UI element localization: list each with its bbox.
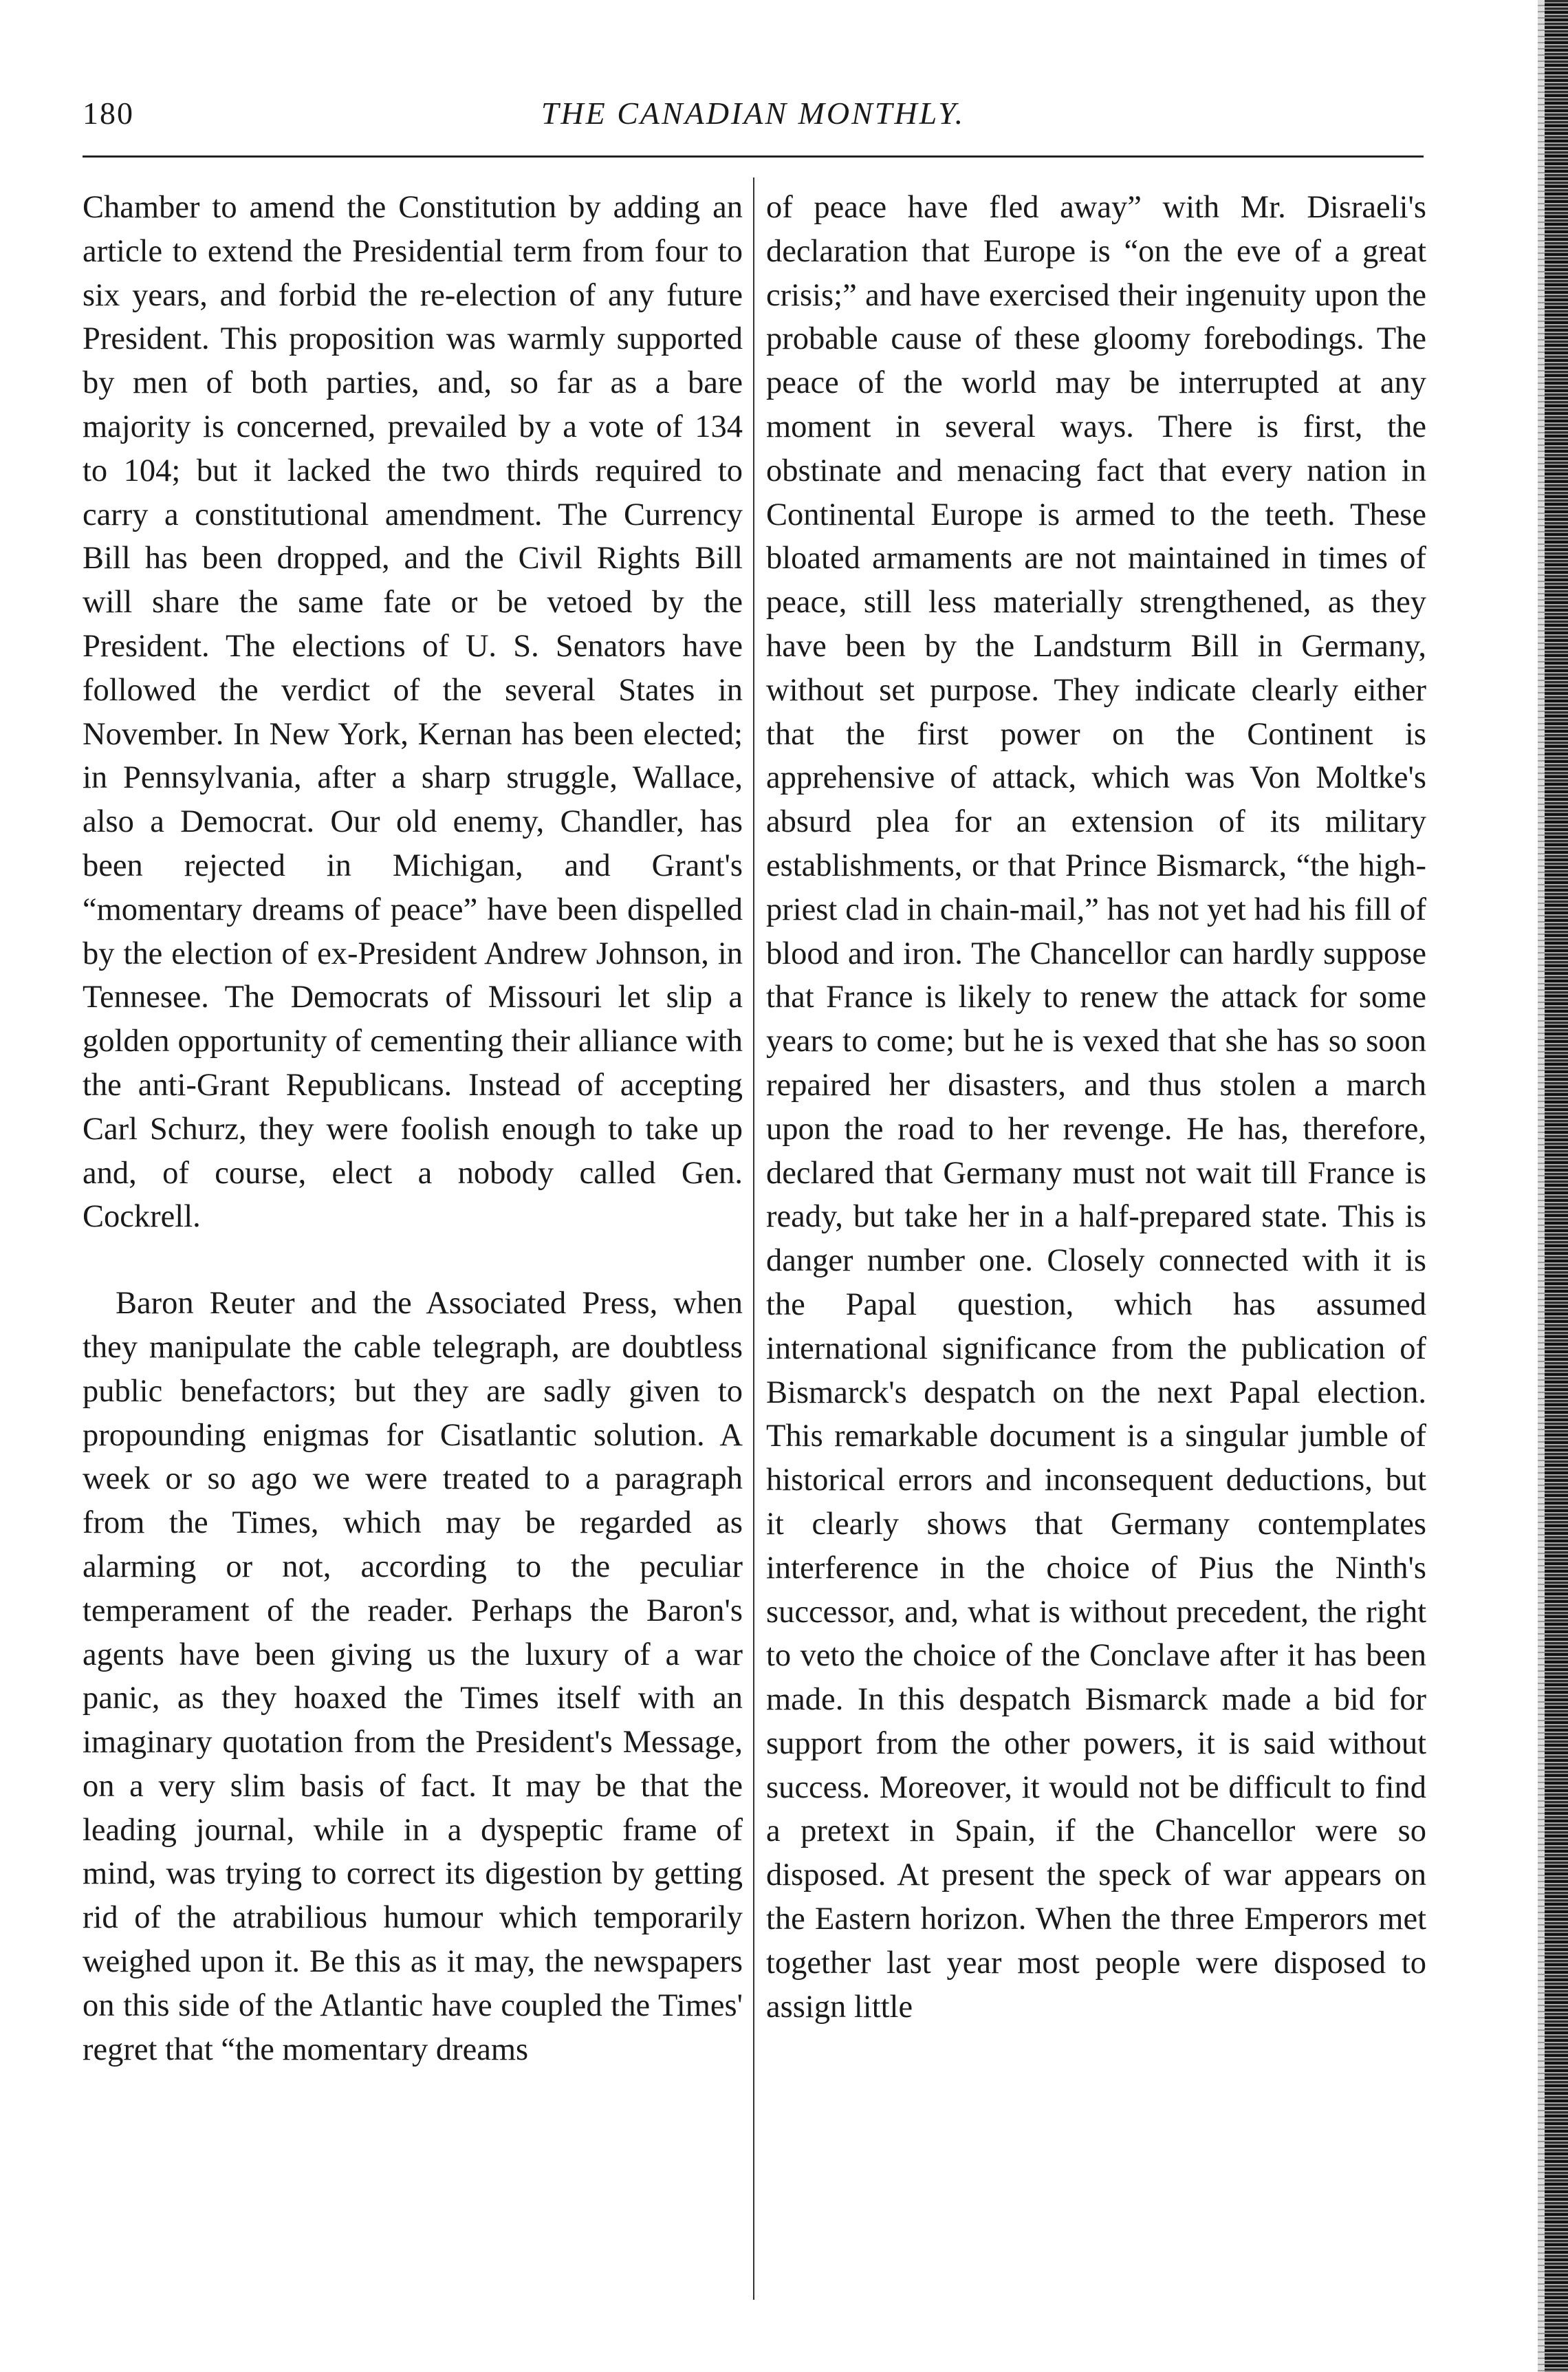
header-rule <box>83 155 1424 158</box>
scan-edge-strip <box>1545 0 1568 2372</box>
page-number: 180 <box>83 96 134 131</box>
right-column <box>766 186 1426 2029</box>
right-paragraph-1: of peace have fled away” with Mr. Disraeli's declaration that Europe is “on the eve of a great crisis;” and have exercised their ingenuity upon the probable cause of these gloomy forebodings. The peace of the world may be interrupted at any moment in several ways. There is first, the obstinate and menacing fact that every nation in Continental Europe is armed to the teeth. These bloated armaments are not maintained in times of peace, still less materially strengthened, as they have been by the Landsturm Bill in Germany, without set purpose. They indicate clearly either that the first power on the Continent is apprehensive of attack, which was Von Moltke's absurd plea for an extension of its military establishments, or that Prince Bismarck, “the high-priest clad in chain-mail,” has not yet had his fill of blood and iron. The Chancellor can hardly suppose that France is likely to renew the attack for some years to come; but he is vexed that she has so soon repaired her disasters, and thus stolen a march upon the road to her revenge. He has, therefore, declared that Germany must not wait till France is ready, but take her in a half-prepared state. This is danger number one. Closely connected with it is the Papal question, which has assumed international significance from the publication of Bismarck's despatch on the next Papal election. This remarkable document is a singular jumble of historical errors and inconsequent deductions, but it clearly shows that Germany contemplates interference in the choice of Pius the Ninth's successor, and, what is without precedent, the right to veto the choice of the Conclave after it has been made. In this despatch Bismarck made a bid for support from the other powers, it is said without success. Moreover, it would not be difficult to find a pretext in Spain, if the Chancellor were so disposed. At present the speck of war appears on the Eastern horizon. When the three Emperors met together last year most people were disposed to assign little <box>766 190 1426 2025</box>
running-title: THE CANADIAN MONTHLY. <box>541 96 966 131</box>
page-header <box>83 95 1424 136</box>
column-divider <box>753 177 754 2300</box>
left-paragraph-1: Chamber to amend the Constitution by adding an article to extend the Presidential term from four to six years, and forbid the re-election of any future President. This proposition was warmly supported by men of both parties, and, so far as a bare majority is concerned, prevailed by a vote of 134 to 104; but it lacked the two thirds required to carry a constitutional amendment. The Currency Bill has been dropped, and the Civil Rights Bill will share the same fate or be vetoed by the President. The elections of U. S. Senators have followed the verdict of the several States in November. In New York, Kernan has been elected; in Pennsylvania, after a sharp struggle, Wallace, also a Democrat. Our old enemy, Chandler, has been rejected in Michigan, and Grant's “momentary dreams of peace” have been dispelled by the election of ex-President Andrew Johnson, in Tennesee. The Democrats of Missouri let slip a golden opportunity of cementing their alliance with the anti-Grant Republicans. Instead of accepting Carl Schurz, they were foolish enough to take up and, of course, elect a nobody called Gen. Cockrell. <box>83 190 743 1235</box>
left-paragraph-2: Baron Reuter and the Associated Press, when they manipulate the cable telegraph, are doubtless public benefactors; but they are sadly given to propounding enigmas for Cisatlantic solution. A week or so ago we were treated to a paragraph from the Times, which may be regarded as alarming or not, according to the peculiar temperament of the reader. Perhaps the Baron's agents have been giving us the luxury of a war panic, as they hoaxed the Times itself with an imaginary quotation from the President's Message, on a very slim basis of fact. It may be that the leading journal, while in a dyspeptic frame of mind, was trying to correct its digestion by getting rid of the atrabilious humour which temporarily weighed upon it. Be this as it may, the newspapers on this side of the Atlantic have coupled the Times' regret that “the momentary dreams <box>83 1286 743 2067</box>
scan-edge-shadow <box>1538 0 1545 2372</box>
left-column <box>83 186 743 2071</box>
